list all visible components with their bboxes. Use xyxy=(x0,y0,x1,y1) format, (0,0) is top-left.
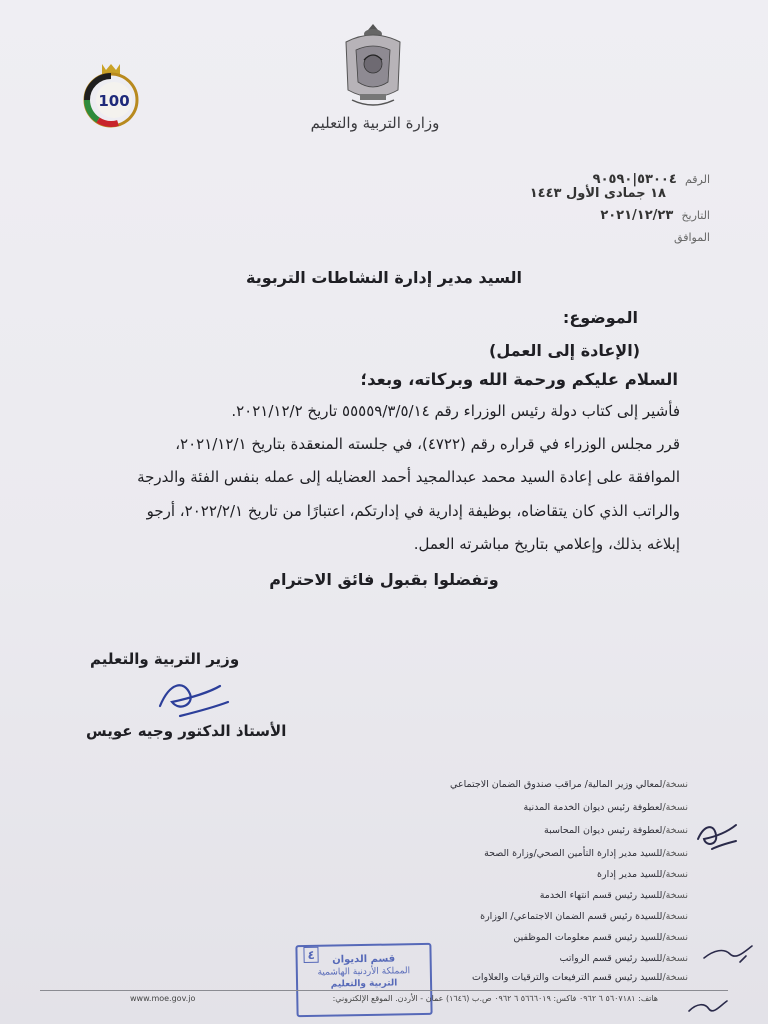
handwritten-initial-icon xyxy=(692,815,740,855)
corresponding-label: الموافق xyxy=(674,231,710,244)
reference-number-line xyxy=(593,172,710,187)
ministry-name: وزارة التربية والتعليم xyxy=(310,114,440,132)
paragraph-2-line-1: قرر مجلس الوزراء في قراره رقم (٤٧٢٢)، في جلسته المنعقدة بتاريخ ٢٠٢١/١٢/١، xyxy=(175,435,680,453)
copy-item: نسخة/للسيد رئيس قسم معلومات الموظفين xyxy=(513,932,688,943)
subject: (الإعادة إلى العمل) xyxy=(489,341,640,360)
stamp-line: قسم الديوان xyxy=(332,953,396,966)
gregorian-date: ٢٠٢١/١٢/٢٣ xyxy=(600,208,674,223)
signature-icon xyxy=(150,672,240,722)
paragraph-2-line-2: الموافقة على إعادة السيد محمد عبدالمجيد أحمد العضايله إلى عمله بنفس الفئة والدرجة xyxy=(137,468,680,486)
paragraph-1: فأشير إلى كتاب دولة رئيس الوزراء رقم ٥٥٥٥٩/٣/٥/١٤ تاريخ ٢٠٢١/١٢/٢. xyxy=(231,402,680,420)
gregorian-date-line xyxy=(600,208,710,223)
copy-item: نسخة/للسيد مدير إدارة التأمين الصحي/وزارة الصحة xyxy=(484,848,688,859)
copy-item: نسخة/للسيد رئيس قسم الرواتب xyxy=(559,953,688,964)
copy-item: نسخة/لعطوفة رئيس ديوان الخدمة المدنية xyxy=(523,802,688,813)
handwritten-mark-icon xyxy=(700,940,755,968)
footer-divider xyxy=(40,990,728,991)
number-value: ٥٣٠٠٤|٩٠٥٩٠ xyxy=(592,172,677,187)
footer-website: www.moe.gov.jo xyxy=(130,994,196,1003)
paragraph-2-line-3: والراتب الذي كان يتقاضاه، بوظيفة إدارية في إدارتكم، اعتبارًا من تاريخ ٢٠٢٢/٢/١، أرجو xyxy=(146,502,680,520)
footer-contact: هاتف: ٥٦٠٧١٨١ ٦ ٠٩٦٢ فاكس: ٥٦٦٦٠١٩ ٦ ٠٩٦٢ ص.ب (١٦٤٦) عمان - الأردن. الموقع الإلكتروني: xyxy=(332,994,658,1003)
stamp-line: التربية والتعليم xyxy=(330,978,398,990)
corresponding-line xyxy=(674,230,710,245)
recipient: السيد مدير إدارة النشاطات التربوية xyxy=(246,268,522,287)
paragraph-2-line-4: إبلاغه بذلك، وإعلامي بتاريخ مباشرته العمل. xyxy=(413,535,680,553)
copy-item: نسخة/لعطوفة رئيس ديوان المحاسبة xyxy=(544,825,688,836)
copy-item: نسخة/للسيدة رئيس قسم الضمان الاجتماعي/ الوزارة xyxy=(480,911,688,922)
number-label: الرقم xyxy=(684,173,710,186)
signatory-title: وزير التربية والتعليم xyxy=(90,650,240,668)
copy-item: نسخة/للسيد رئيس قسم انتهاء الخدمة xyxy=(539,890,688,901)
badge-number: 100 xyxy=(98,92,130,110)
greeting: السلام عليكم ورحمة الله وبركاته، وبعد؛ xyxy=(360,370,678,389)
closing: وتفضلوا بقبول فائق الاحترام xyxy=(269,570,499,589)
copy-item: نسخة/للسيد رئيس قسم الترفيعات والترقيات والعلاوات xyxy=(471,972,688,983)
centennial-badge-icon xyxy=(78,60,144,130)
hijri-date: ١٨ جمادى الأول ١٤٤٣ xyxy=(529,186,666,201)
stamp-number: ٤ xyxy=(303,947,319,963)
stamp-line: المملكة الأردنية الهاشمية xyxy=(317,966,411,978)
coat-of-arms-icon xyxy=(338,20,408,110)
subject-label: الموضوع: xyxy=(562,308,638,327)
copy-item: نسخة/للسيد مدير إدارة xyxy=(597,869,688,880)
signatory-name: الأستاذ الدكتور وجيه عويس xyxy=(86,722,287,740)
incoming-stamp xyxy=(295,943,432,1017)
copy-item: نسخة/لمعالي وزير المالية/ مراقب صندوق الضمان الاجتماعي xyxy=(449,779,688,790)
date-label: التاريخ xyxy=(681,209,710,222)
handwritten-mark-icon xyxy=(685,995,730,1020)
